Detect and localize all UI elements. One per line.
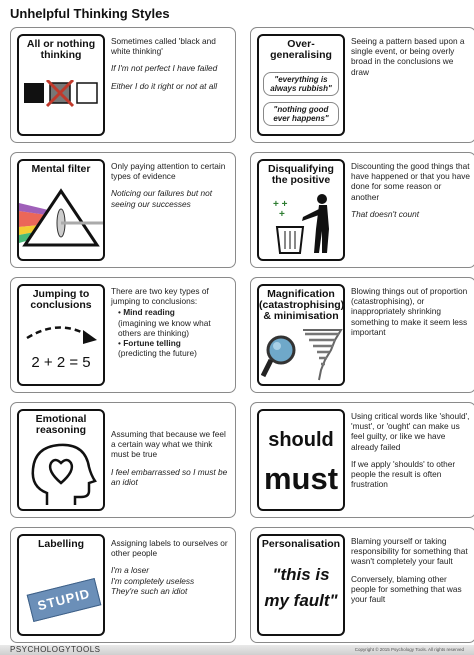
card-icon-box [257, 534, 345, 636]
card-jumping-to-conclusions [10, 277, 236, 393]
speech-bubbles-icon [263, 72, 339, 126]
desc-para: Seeing a pattern based upon a single event, or being overly broad in the conclusions we draw [351, 36, 465, 77]
desc-para: That doesn't count [351, 208, 420, 219]
desc-para: Blaming yourself or taking responsibility for something that wasn't completely your fault [351, 536, 468, 567]
card-icon-box [17, 409, 105, 511]
card-magnification [250, 277, 474, 393]
list-item: • Fortune telling [118, 338, 181, 349]
card-personalisation [250, 527, 474, 643]
card-over-generalising [250, 27, 474, 143]
card-icon-box [257, 284, 345, 386]
card-icon-box [17, 159, 105, 261]
label-tag-text: STUPID [36, 585, 92, 614]
card-should-must [250, 402, 474, 518]
bubble-text: "everything is always rubbish" [263, 72, 339, 96]
card-description [351, 286, 471, 344]
bullet-title: Fortune telling [123, 338, 181, 349]
desc-intro: There are two key types of jumping to conclusions: [111, 286, 209, 307]
card-icon-box [257, 159, 345, 261]
desc-para: Only paying attention to certain types of evidence [111, 161, 226, 182]
desc-para: Either I do it right or not at all [111, 80, 218, 91]
card-icon-box [17, 534, 105, 636]
card-title: Over- generalising [270, 38, 332, 61]
prism-filter-icon [19, 183, 103, 253]
card-title: Mental filter [31, 163, 91, 175]
desc-para: Conversely, blaming other people for something that was your fault [351, 573, 462, 605]
copyright-text: Copyright © 2015 Psychology Tools. All rights reserved [354, 647, 464, 652]
card-mental-filter [10, 152, 236, 268]
list-item: (imagining we know what others are thinking) [118, 317, 211, 338]
equation: 2 + 2 = 5 [31, 354, 91, 371]
desc-para: I'm a loser I'm completely useless They're such an idiot [111, 565, 195, 596]
svg-text:+: + [279, 209, 285, 220]
card-description [351, 411, 471, 496]
must-word: must [263, 461, 339, 496]
desc-para: Assigning labels to ourselves or other people [111, 538, 228, 559]
card-title: Magnification (catastrophising) & minimisation [259, 288, 345, 322]
card-description [351, 161, 471, 226]
card-title: Emotional reasoning [35, 413, 87, 436]
card-emotional-reasoning [10, 402, 236, 518]
brand-logo: PSYCHOLOGYTOOLS [10, 645, 101, 654]
card-title: Labelling [37, 538, 85, 550]
desc-para: If I'm not perfect I have failed [111, 63, 218, 74]
should-word: should [268, 429, 334, 451]
black-white-squares-icon [22, 80, 100, 108]
card-disqualifying-positive [250, 152, 474, 268]
desc-para: Blowing things out of proportion (catastrophising), or inappropriately shrinking something to make it seem less important [351, 286, 468, 337]
card-title: Disqualifying the positive [268, 163, 334, 186]
card-description [351, 36, 471, 84]
card-description [111, 538, 231, 603]
desc-para: If we apply 'shoulds' to other people the result is often frustration [351, 458, 456, 490]
card-description [111, 36, 231, 98]
bullet-title: Mind reading [123, 307, 175, 318]
card-icon-box [257, 409, 345, 511]
card-icon-box [17, 284, 105, 386]
card-description [111, 429, 231, 494]
label-tag-icon [27, 578, 102, 622]
card-description [351, 536, 471, 611]
card-icon-box [257, 34, 345, 136]
card-labelling [10, 527, 236, 643]
card-title: Personalisation [261, 538, 341, 550]
list-item: (predicting the future) [118, 348, 197, 359]
card-title: All or nothing thinking [26, 38, 96, 61]
card-all-or-nothing [10, 27, 236, 143]
card-description [111, 286, 231, 358]
person-binning-icon [267, 191, 339, 257]
desc-para: Discounting the good things that have happened or that you have done for some reason or another [351, 161, 471, 202]
bullet-list [111, 307, 231, 358]
desc-para: Sometimes called 'black and white thinking' [111, 36, 216, 57]
dashed-arrow-icon [25, 318, 101, 346]
card-title: Jumping to conclusions [30, 288, 92, 311]
desc-para: Noticing our failures but not seeing our successes [111, 188, 213, 209]
bubble-text: "nothing good ever happens" [263, 102, 339, 126]
card-description [111, 161, 231, 216]
card-icon-box [17, 34, 105, 136]
desc-para: Assuming that because we feel a certain way what we think must be true [111, 429, 226, 460]
list-item: • Mind reading [118, 307, 175, 318]
head-heart-icon [25, 441, 101, 507]
desc-para: I feel embarrassed so I must be an idiot [111, 466, 228, 487]
magnifier-tornado-icon [261, 326, 343, 384]
page-title: Unhelpful Thinking Styles [10, 6, 170, 21]
svg-text:+ +: + + [273, 199, 288, 210]
desc-para: Using critical words like 'should', 'must', or 'ought' can make us feel guilty, or like we have already failed [351, 411, 470, 452]
quote-text: "this is my fault" [264, 565, 338, 610]
